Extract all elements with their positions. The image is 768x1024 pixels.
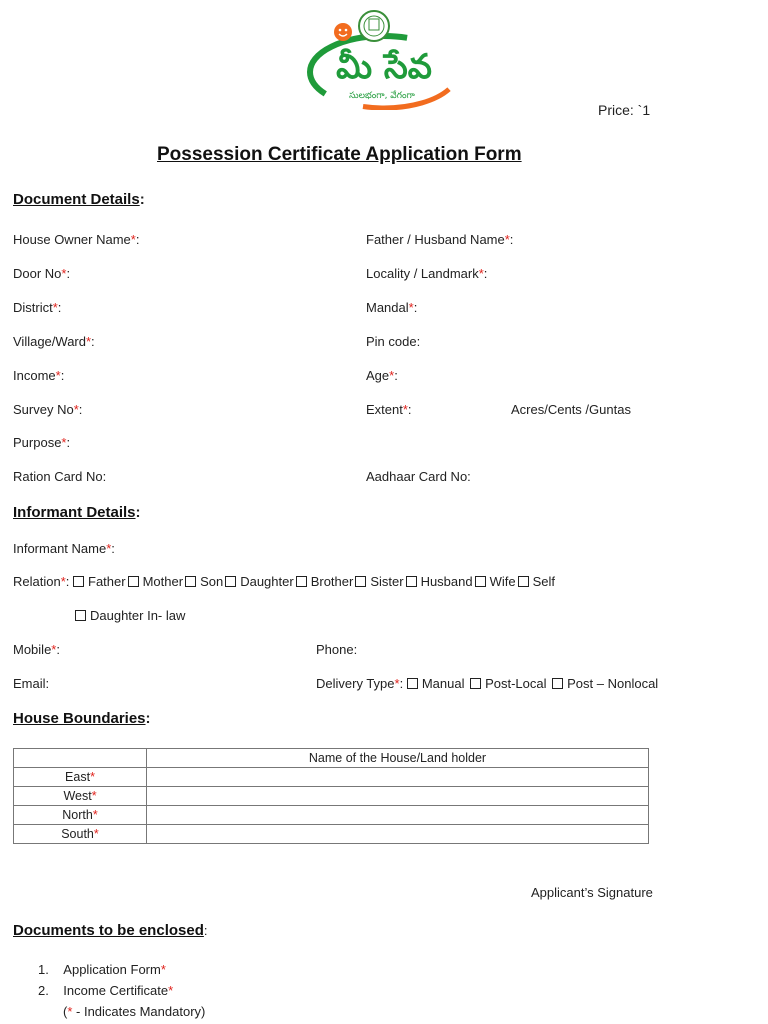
- list-item: 2. Income Certificate*: [38, 983, 174, 998]
- checkbox-icon[interactable]: [406, 576, 417, 587]
- delivery-option-manual[interactable]: Manual: [407, 676, 465, 691]
- field-district[interactable]: District*:: [13, 300, 62, 315]
- field-father-husband-name[interactable]: Father / Husband Name*:: [366, 232, 514, 247]
- field-house-owner-name[interactable]: House Owner Name*:: [13, 232, 140, 247]
- relation-option-son[interactable]: Son: [185, 574, 223, 589]
- relation-option-husband[interactable]: Husband: [406, 574, 473, 589]
- north-holder-cell[interactable]: [147, 806, 649, 825]
- list-item: 1. Application Form*: [38, 962, 166, 977]
- logo-tagline: సులభంగా, వేగంగా: [349, 91, 415, 101]
- extent-units-label: Acres/Cents /Guntas: [511, 402, 631, 417]
- field-informant-name[interactable]: Informant Name*:: [13, 541, 115, 556]
- field-extent[interactable]: Extent*:: [366, 402, 412, 417]
- relation-option-father[interactable]: Father: [73, 574, 126, 589]
- field-locality-landmark[interactable]: Locality / Landmark*:: [366, 266, 488, 281]
- checkbox-icon[interactable]: [128, 576, 139, 587]
- relation-option-sister[interactable]: Sister: [355, 574, 403, 589]
- house-boundaries-table: [13, 748, 649, 844]
- checkbox-icon[interactable]: [407, 678, 418, 689]
- table-row-north: North*: [14, 806, 649, 825]
- table-row-east: East*: [14, 768, 649, 787]
- field-survey-no[interactable]: Survey No*:: [13, 402, 83, 417]
- field-village-ward[interactable]: Village/Ward*:: [13, 334, 95, 349]
- field-purpose[interactable]: Purpose*:: [13, 435, 71, 450]
- field-ration-card-no[interactable]: Ration Card No:: [13, 469, 107, 484]
- documents-heading: Documents to be enclosed:: [13, 922, 208, 939]
- checkbox-icon[interactable]: [470, 678, 481, 689]
- applicant-signature-label: Applicant’s Signature: [531, 885, 653, 900]
- east-holder-cell[interactable]: [147, 768, 649, 787]
- relation-option-daughter[interactable]: Daughter: [225, 574, 293, 589]
- relation-option-brother[interactable]: Brother: [296, 574, 354, 589]
- informant-details-heading: Informant Details:: [13, 504, 141, 521]
- price-label: Price: `1: [598, 102, 651, 118]
- field-pin-code[interactable]: Pin code:: [366, 334, 421, 349]
- checkbox-icon[interactable]: [185, 576, 196, 587]
- logo-smiley-icon: [334, 23, 352, 41]
- relation-option-daughter-in-law[interactable]: Daughter In- law: [75, 608, 185, 623]
- field-door-no[interactable]: Door No*:: [13, 266, 71, 281]
- logo-main-text: మీ సేవ: [336, 47, 432, 87]
- checkbox-icon[interactable]: [225, 576, 236, 587]
- table-row-south: South*: [14, 825, 649, 844]
- house-boundaries-heading: House Boundaries:: [13, 710, 151, 727]
- field-email[interactable]: Email:: [13, 676, 50, 691]
- relation-option-mother[interactable]: Mother: [128, 574, 183, 589]
- checkbox-icon[interactable]: [355, 576, 366, 587]
- field-mandal[interactable]: Mandal*:: [366, 300, 418, 315]
- checkbox-icon[interactable]: [73, 576, 84, 587]
- table-header-row: [14, 749, 649, 768]
- table-column-header: Name of the House/Land holder: [147, 749, 649, 768]
- field-income[interactable]: Income*:: [13, 368, 65, 383]
- field-mobile[interactable]: Mobile*:: [13, 642, 60, 657]
- checkbox-icon[interactable]: [475, 576, 486, 587]
- delivery-type-row: Delivery Type*: Manual Post-Local Post – Nonlocal: [316, 676, 659, 691]
- delivery-option-post-local[interactable]: Post-Local: [470, 676, 546, 691]
- west-holder-cell[interactable]: [147, 787, 649, 806]
- relation-option-self[interactable]: Self: [518, 574, 555, 589]
- delivery-option-post-nonlocal[interactable]: Post – Nonlocal: [552, 676, 658, 691]
- document-details-heading: Document Details:: [13, 191, 145, 208]
- field-phone[interactable]: Phone:: [316, 642, 358, 657]
- checkbox-icon[interactable]: [552, 678, 563, 689]
- checkbox-icon[interactable]: [75, 610, 86, 621]
- mandatory-note: (* - Indicates Mandatory): [63, 1004, 206, 1019]
- page-title: Possession Certificate Application Form: [157, 144, 522, 165]
- field-age[interactable]: Age*:: [366, 368, 398, 383]
- meeseva-logo: [304, 6, 464, 110]
- relation-option-wife[interactable]: Wife: [475, 574, 516, 589]
- checkbox-icon[interactable]: [296, 576, 307, 587]
- relation-row: Relation*: Father Mother Son Daughter Brother Sister Husband Wife Self: [13, 574, 556, 589]
- field-aadhaar-card-no[interactable]: Aadhaar Card No:: [366, 469, 471, 484]
- south-holder-cell[interactable]: [147, 825, 649, 844]
- table-row-west: West*: [14, 787, 649, 806]
- checkbox-icon[interactable]: [518, 576, 529, 587]
